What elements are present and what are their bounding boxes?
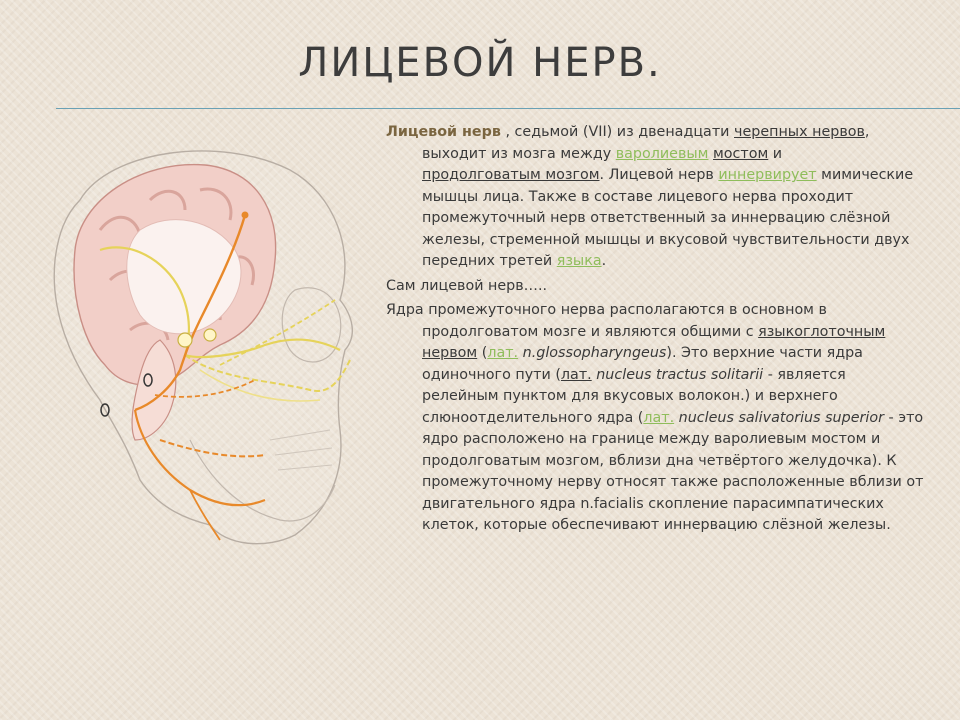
link-varolius[interactable]: варолиевым xyxy=(615,145,709,162)
paragraph-facial-nerve-itself: Сам лицевой нерв….. xyxy=(386,277,548,294)
slide-title: ЛИЦЕВОЙ НЕРВ. xyxy=(298,40,662,86)
link-latin-2[interactable]: лат. xyxy=(560,366,592,383)
nerve-end-dot xyxy=(242,212,249,219)
link-cranial-nerves[interactable]: черепных нервов xyxy=(734,124,865,140)
paragraph-definition: Лицевой нерв , седьмой (VII) из двенадцати черепных нервов, выходит из мозга между варолиевым мостом и продолговатым мозгом. Лицевой нерв иннервирует мимические мышцы лица. Также в составе лицевого нерва проходит промежуточный нерв ответственный за иннервацию слёзной железы, стременной мышцы и вкусовой чувствительности двух передних третей языка. xyxy=(386,124,914,269)
link-glossopharyngeal-nerve[interactable]: языкоглоточным нервом xyxy=(422,323,886,361)
link-latin-3[interactable]: лат. xyxy=(643,409,675,426)
link-tongue[interactable]: языка xyxy=(556,253,602,269)
nucleus-marker xyxy=(204,329,216,341)
link-latin-1[interactable]: лат. xyxy=(487,345,519,361)
title-divider xyxy=(56,108,960,109)
paragraph-nuclei: Ядра промежуточного нерва располагаются в основном в продолговатом мозге и являются общими с языкоглоточным нервом (лат. n.glossopharyngeus). Это верхние части ядра одиночного пути (лат. nucleus tractus solitarii - является релейным пунктом для вкусовых волокон.) и верхнего слюноотделительного ядра (лат. nucleus salivatorius superior - это ядро расположено на границе между варолиевым мостом и продолговатым мозгом, вблизи дна четвёртого желудочка). К промежуточному нерву относят также расположенные вблизи от двигательного ядра n.facialis скопление парасимпатических клеток, которые обеспечивают иннервацию слёзной железы. xyxy=(386,302,924,533)
link-medulla[interactable]: продолговатым мозгом xyxy=(422,167,600,183)
link-pons[interactable]: мостом xyxy=(713,145,769,162)
body-text xyxy=(386,122,926,540)
geniculate-ganglion xyxy=(178,333,192,347)
term-facial-nerve: Лицевой нерв xyxy=(386,124,501,140)
facial-nerve-illustration xyxy=(40,140,370,545)
link-innervates[interactable]: иннервирует xyxy=(718,167,817,183)
